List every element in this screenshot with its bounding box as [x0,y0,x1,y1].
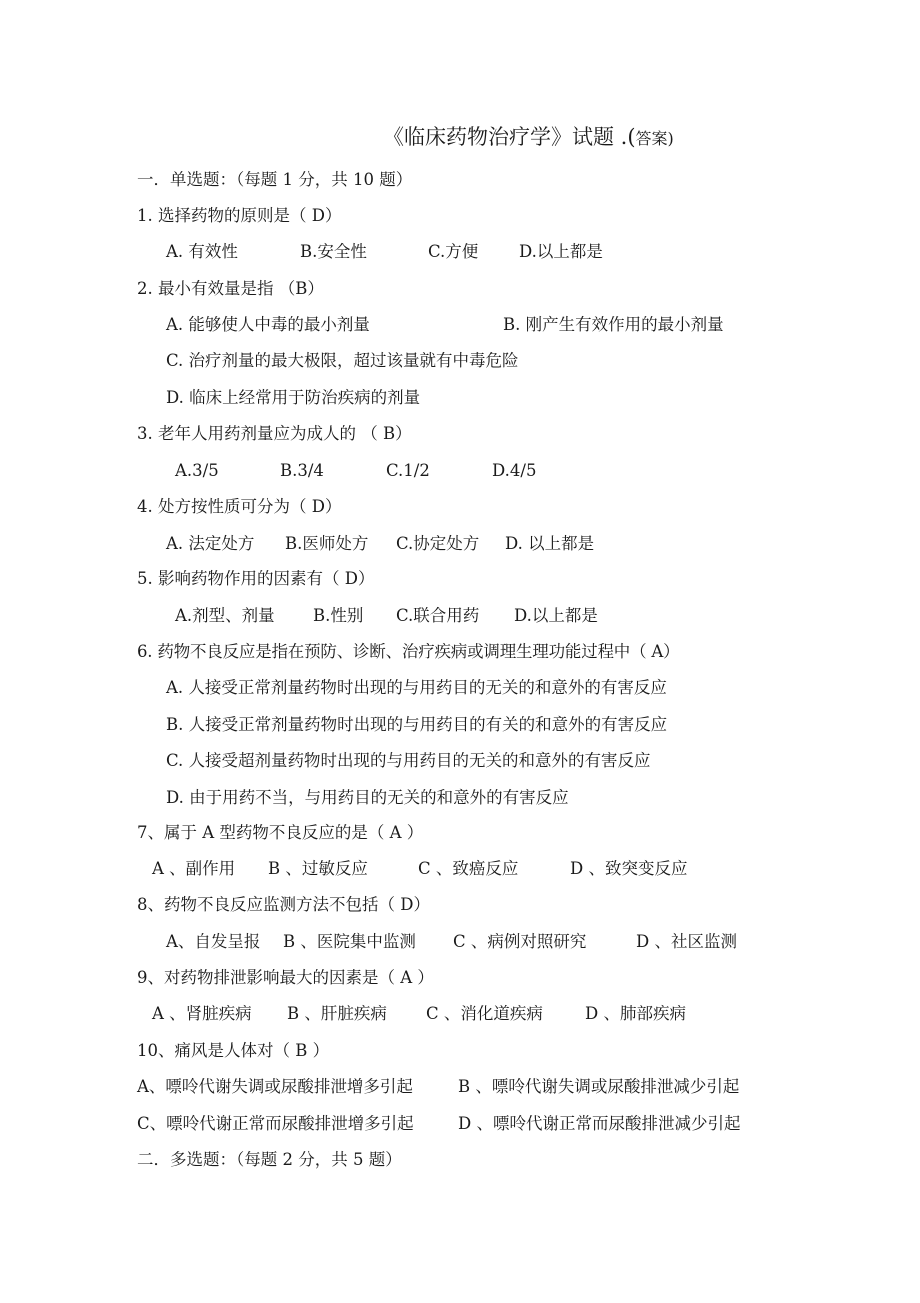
question-5-option-a: A.剂型、剂量 [175,606,275,625]
question-9-option-b: B 、肝脏疾病 [287,1004,387,1023]
section-heading-single-choice: 一．单选题：（每题 1 分，共 10 题） [137,170,413,189]
question-10-option-b: B 、嘌呤代谢失调或尿酸排泄减少引起 [458,1077,740,1096]
question-2-option-c: C. 治疗剂量的最大极限，超过该量就有中毒危险 [166,351,519,370]
question-6-option-b: B. 人接受正常剂量药物时出现的与用药目的有关的和意外的有害反应 [166,715,668,734]
question-10-option-a: A、嘌呤代谢失调或尿酸排泄增多引起 [137,1077,413,1096]
question-9-option-c: C 、消化道疾病 [426,1004,543,1023]
question-10-option-c: C、嘌呤代谢正常而尿酸排泄增多引起 [137,1114,414,1133]
title-main: 《临床药物治疗学》试题 .( [383,125,636,149]
question-3-option-b: B.3/4 [280,461,324,480]
question-9-option-a: A 、肾脏疾病 [152,1004,252,1023]
question-7-option-a: A 、副作用 [152,859,236,878]
question-4-option-a: A. 法定处方 [166,534,255,553]
question-8-option-b: B 、医院集中监测 [283,932,416,951]
question-6-option-a: A. 人接受正常剂量药物时出现的与用药目的无关的和意外的有害反应 [166,678,667,697]
question-1-option-d: D.以上都是 [519,242,603,261]
question-2-stem: 2. 最小有效量是指 （B） [137,279,324,298]
question-9-option-d: D 、肺部疾病 [585,1004,686,1023]
question-2-option-a: A. 能够使人中毒的最小剂量 [166,315,370,334]
question-5-option-d: D.以上都是 [514,606,598,625]
question-8-option-d: D 、社区监测 [636,932,737,951]
question-1-option-a: A. 有效性 [166,242,238,261]
question-6-stem: 6. 药物不良反应是指在预防、诊断、治疗疾病或调理生理功能过程中（ A） [137,642,680,661]
question-8-stem: 8、药物不良反应监测方法不包括（ D） [137,895,430,914]
section-heading-multiple-choice: 二．多选题：（每题 2 分，共 5 题） [137,1150,402,1169]
question-9-stem: 9、对药物排泄影响最大的因素是（ A ） [137,968,434,987]
question-6-option-c: C. 人接受超剂量药物时出现的与用药目的无关的和意外的有害反应 [166,751,651,770]
question-1-option-c: C.方便 [428,242,479,261]
question-8-option-c: C 、病例对照研究 [453,932,587,951]
question-3-option-d: D.4/5 [492,461,537,480]
question-4-option-d: D. 以上都是 [505,534,595,553]
question-7-option-c: C 、致癌反应 [418,859,519,878]
question-1-stem: 1. 选择药物的原则是（ D） [137,206,342,225]
question-3-stem: 3. 老年人用药剂量应为成人的 （ B） [137,424,412,443]
question-10-option-d: D 、嘌呤代谢正常而尿酸排泄减少引起 [458,1114,741,1133]
question-7-option-b: B 、过敏反应 [268,859,368,878]
question-3-option-c: C.1/2 [386,461,430,480]
question-8-option-a: A、自发呈报 [166,932,261,951]
question-4-option-b: B.医师处方 [285,534,369,553]
question-3-option-a: A.3/5 [175,461,219,480]
question-7-option-d: D 、致突变反应 [570,859,688,878]
question-4-stem: 4. 处方按性质可分为（ D） [137,497,342,516]
question-2-option-d: D. 临床上经常用于防治疾病的剂量 [166,388,421,407]
question-4-option-c: C.协定处方 [396,534,480,553]
question-7-stem: 7、属于 A 型药物不良反应的是（ A ） [137,823,424,842]
document-title [383,124,674,152]
title-suffix: 答案) [635,129,674,148]
question-5-stem: 5. 影响药物作用的因素有（ D） [137,569,375,588]
question-6-option-d: D. 由于用药不当，与用药目的无关的和意外的有害反应 [166,788,569,807]
question-10-stem: 10、痛风是人体对（ B ） [137,1041,330,1060]
question-1-option-b: B.安全性 [300,242,367,261]
question-2-option-b: B. 刚产生有效作用的最小剂量 [503,315,724,334]
question-5-option-c: C.联合用药 [396,606,480,625]
question-5-option-b: B.性别 [313,606,364,625]
